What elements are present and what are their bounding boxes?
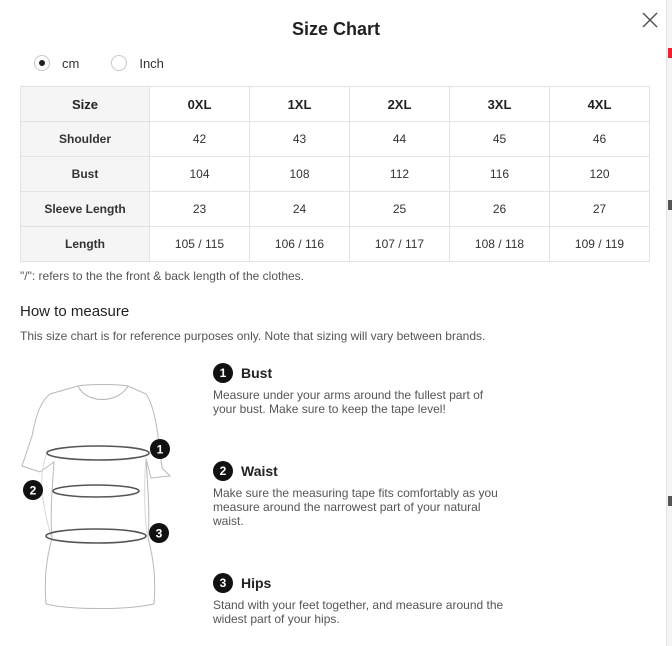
page-edge-mark — [668, 496, 672, 506]
table-row — [21, 122, 650, 157]
size-header: 2XL — [350, 87, 450, 122]
table-row — [21, 157, 650, 192]
table-cell: 46 — [550, 122, 650, 157]
unit-label-cm: cm — [62, 55, 80, 71]
size-header: 4XL — [550, 87, 650, 122]
unit-option-inch[interactable] — [111, 55, 164, 71]
step-description — [213, 486, 513, 528]
step-description-line: measure around the narrowest part of your natural — [213, 500, 481, 514]
table-cell: 109 / 119 — [550, 227, 650, 262]
length-note: "/": refers to the the front & back length of the clothes. — [20, 269, 305, 283]
size-header: 0XL — [150, 87, 250, 122]
table-row — [21, 192, 650, 227]
how-to-measure-heading: How to measure — [20, 303, 130, 320]
table-header-row — [21, 87, 650, 122]
marker-1-icon — [150, 439, 170, 459]
table-cell: 104 — [150, 157, 250, 192]
step-description-line: your bust. Make sure to keep the tape level! — [213, 402, 446, 416]
row-label: Sleeve Length — [21, 192, 150, 227]
step-number-badge: 3 — [213, 573, 233, 593]
radio-cm[interactable] — [34, 55, 50, 71]
unit-option-cm[interactable] — [34, 55, 79, 71]
page-edge-mark — [668, 48, 672, 58]
table-cell: 108 — [250, 157, 350, 192]
modal-title: Size Chart — [291, 19, 381, 39]
step-description-line: widest part of your hips. — [213, 612, 340, 626]
row-label: Bust — [21, 157, 150, 192]
page-edge-mark — [668, 200, 672, 210]
unit-label-inch: Inch — [139, 55, 164, 71]
table-cell: 25 — [350, 192, 450, 227]
step-description-line: Measure under your arms around the fullest part of — [213, 388, 484, 402]
radio-inch[interactable] — [111, 55, 127, 71]
table-cell: 26 — [450, 192, 550, 227]
table-cell: 27 — [550, 192, 650, 227]
measure-step-hips — [213, 573, 513, 626]
table-cell: 44 — [350, 122, 450, 157]
table-cell: 43 — [250, 122, 350, 157]
table-cell: 116 — [450, 157, 550, 192]
table-cell: 42 — [150, 122, 250, 157]
step-description-line: Make sure the measuring tape fits comfortably as you — [213, 486, 498, 500]
marker-3-icon — [149, 523, 169, 543]
table-cell: 24 — [250, 192, 350, 227]
step-number-badge: 2 — [213, 461, 233, 481]
svg-text:1: 1 — [156, 442, 164, 457]
step-title: Bust — [241, 365, 273, 381]
measure-step-bust — [213, 363, 513, 416]
marker-2-icon — [23, 480, 43, 500]
table-cell: 23 — [150, 192, 250, 227]
svg-text:2: 2 — [29, 483, 37, 498]
how-to-measure-description: This size chart is for reference purposes only. Note that sizing will vary between brands. — [20, 329, 486, 343]
table-cell: 112 — [350, 157, 450, 192]
table-cell: 106 / 116 — [250, 227, 350, 262]
step-number-badge: 1 — [213, 363, 233, 383]
table-header-label: Size — [21, 87, 150, 122]
step-description-line: Stand with your feet together, and measure around the — [213, 598, 504, 612]
table-cell: 107 / 117 — [350, 227, 450, 262]
size-table — [20, 86, 650, 262]
step-description — [213, 598, 513, 626]
svg-text:3: 3 — [155, 526, 163, 541]
step-title: Hips — [241, 575, 272, 591]
step-description — [213, 388, 513, 416]
close-icon — [640, 10, 660, 30]
table-row — [21, 227, 650, 262]
close-button[interactable] — [640, 10, 660, 30]
table-cell: 105 / 115 — [150, 227, 250, 262]
table-cell: 45 — [450, 122, 550, 157]
size-header: 3XL — [450, 87, 550, 122]
step-title: Waist — [241, 463, 278, 479]
row-label: Length — [21, 227, 150, 262]
measure-step-waist — [213, 461, 513, 528]
row-label: Shoulder — [21, 122, 150, 157]
dress-illustration — [18, 380, 178, 610]
unit-toggle — [34, 54, 164, 72]
page-edge — [666, 0, 672, 646]
table-cell: 120 — [550, 157, 650, 192]
size-header: 1XL — [250, 87, 350, 122]
table-cell: 108 / 118 — [450, 227, 550, 262]
step-description-line: waist. — [213, 514, 244, 528]
